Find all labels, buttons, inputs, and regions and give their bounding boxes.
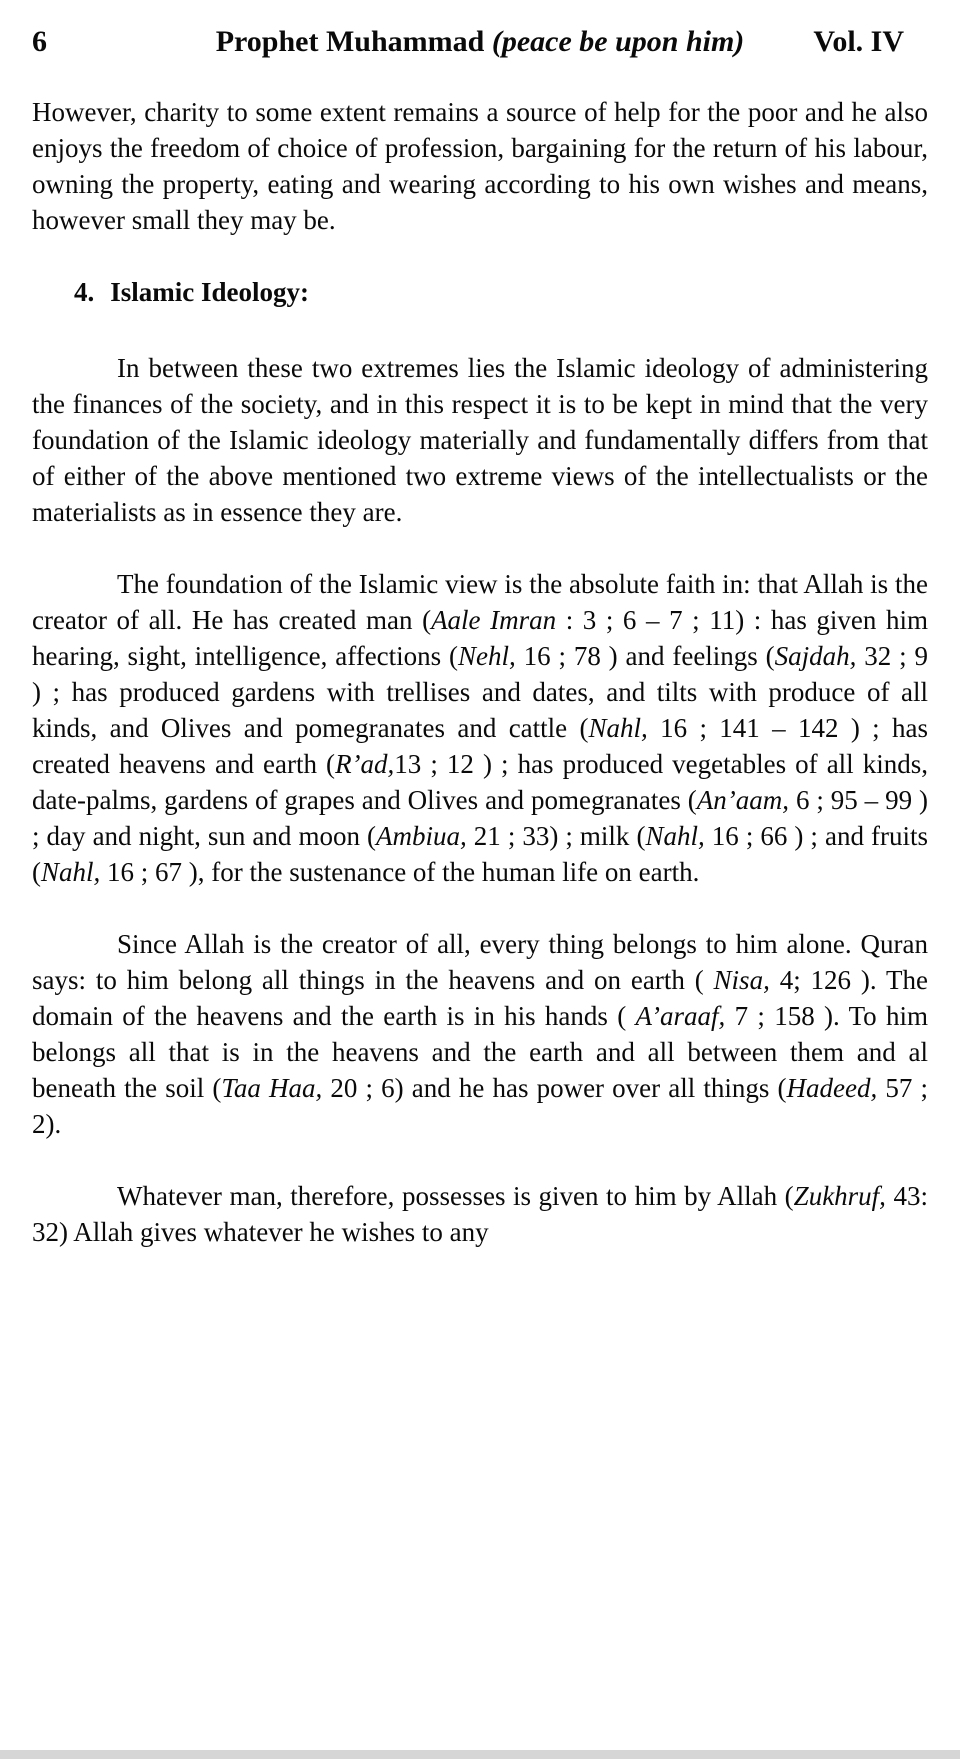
document-body: [32, 94, 928, 1250]
book-title: [216, 24, 745, 60]
paragraph-creator: Since Allah is the creator of all, every thing belongs to him alone. Quran says: to him belong all things in the heavens and on earth ( Nisa, 4; 126 ). The domain of the heavens and the earth is in his hands ( A’araaf, 7 ; 158 ). To him belongs all that is in the heavens and the earth and all between them and al beneath the soil (Taa Haa, 20 ; 6) and he has power over all things (Hadeed, 57 ; 2).: [32, 929, 928, 1139]
paragraph-two-extremes: In between these two extremes lies the Islamic ideology of administering the finances of the society, and in this respect it is to be kept in mind that the very foundation of the Islamic ideology materially and fundamentally differs from that of either of the above mentioned two extreme views of the intellectualists or the materialists as in essence they are.: [32, 353, 928, 527]
section-heading-number: 4.: [74, 277, 95, 307]
paragraph-foundation: The foundation of the Islamic view is the absolute faith in: that Allah is the creator of all. He has created man (Aale Imran : 3 ; 6 – 7 ; 11) : has given him hearing, sight, intelligence, affections (Nehl, 16 ; 78 ) and feelings (Sajdah, 32 ; 9 ) ; has produced gardens with trellises and dates, and tilts with produce of all kinds, and Olives and pomegranates and cattle (Nahl, 16 ; 141 – 142 ) ; has created heavens and earth (R’ad,13 ; 12 ) ; has produced vegetables of all kinds, date-palms, gardens of grapes and Olives and pomegranates (An’aam, 6 ; 95 – 99 ) ; day and night, sun and moon (Ambiua, 21 ; 33) ; milk (Nahl, 16 ; 66 ) ; and fruits (Nahl, 16 ; 67 ), for the sustenance of the human life on earth.: [32, 569, 928, 887]
book-title-italic: (peace be upon him): [491, 25, 745, 58]
scan-edge: [0, 1750, 960, 1759]
section-heading: [74, 274, 928, 310]
section-heading-text: Islamic Ideology:: [110, 277, 309, 307]
book-title-regular: Prophet Muhammad: [215, 25, 492, 58]
paragraph-charity: However, charity to some extent remains a source of help for the poor and he also enjoys the freedom of choice of profession, bargaining for the return of his labour, owning the property, eating and wearing according to his own wishes and means, however small they may be.: [32, 97, 928, 235]
volume-label: Vol. IV: [813, 25, 904, 58]
page-header: [32, 24, 928, 60]
page-number: 6: [32, 25, 47, 58]
paragraph-whatever-man: Whatever man, therefore, possesses is given to him by Allah (Zukhruf, 43: 32) Allah gives whatever he wishes to any: [32, 1181, 928, 1247]
